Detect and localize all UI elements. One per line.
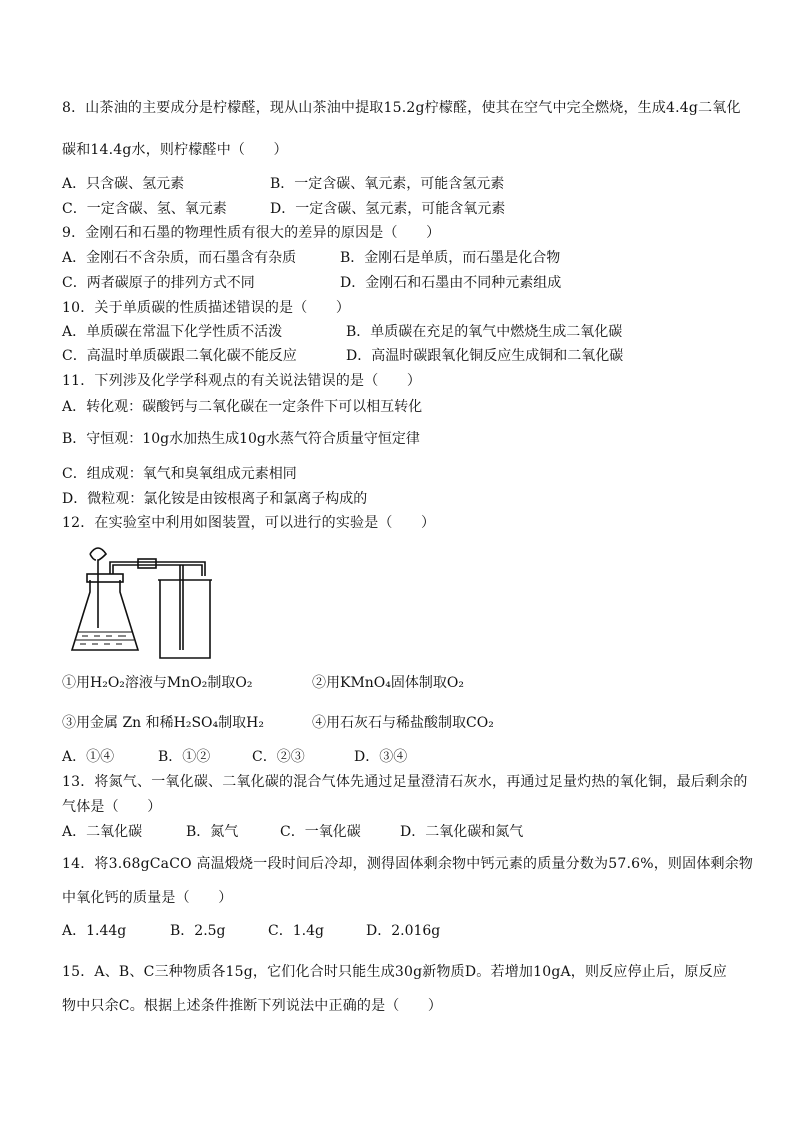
q13-option-b: B．氮气	[186, 824, 239, 840]
q10-option-c: C．高温时单质碳跟二氧化碳不能反应	[62, 348, 297, 364]
q12-option-a: A．①④	[62, 749, 115, 765]
q13-stem-line2: 气体是（ ）	[62, 799, 162, 815]
q15-stem-line2: 物中只余C。根据上述条件推断下列说法中正确的是（ ）	[62, 998, 443, 1014]
q12-statement-1: ①用H₂O₂溶液与MnO₂制取O₂	[62, 675, 253, 691]
q12-option-b: B．①②	[158, 749, 211, 765]
q9-option-d: D．金刚石和石墨由不同种元素组成	[340, 275, 562, 291]
q12-statement-4: ④用石灰石与稀盐酸制取CO₂	[312, 715, 494, 731]
q9-stem: 9．金刚石和石墨的物理性质有很大的差异的原因是（ ）	[62, 225, 441, 241]
q12-statement-3: ③用金属 Zn 和稀H₂SO₄制取H₂	[62, 715, 264, 731]
q9-option-a: A．金刚石不含杂质，而石墨含有杂质	[62, 250, 297, 266]
q11-option-d: D．微粒观：氯化铵是由铵根离子和氯离子构成的	[62, 491, 368, 507]
q14-option-a: A．1.44g	[62, 923, 127, 939]
q8-option-d: D．一定含碳、氢元素，可能含氧元素	[270, 201, 506, 217]
q15-stem-line1: 15．A、B、C三种物质各15g，它们化合时只能生成30g新物质D。若增加10gA，则反应停止后，原反应	[62, 964, 727, 980]
q12-option-d: D．③④	[354, 749, 408, 765]
q11-option-a: A．转化观：碳酸钙与二氧化碳在一定条件下可以相互转化	[62, 399, 423, 415]
q9-option-c: C．两者碳原子的排列方式不同	[62, 275, 255, 291]
q8-stem-line2: 碳和14.4g水，则柠檬醛中（ ）	[62, 142, 288, 158]
q10-option-a: A．单质碳在常温下化学性质不活泼	[62, 324, 283, 340]
q14-option-d: D．2.016g	[366, 923, 441, 939]
q14-option-c: C．1.4g	[268, 923, 324, 939]
q8-option-a: A．只含碳、氢元素	[62, 176, 185, 192]
q11-option-c: C．组成观：氧气和臭氧组成元素相同	[62, 466, 297, 482]
q14-option-b: B．2.5g	[170, 923, 226, 939]
q13-option-c: C．一氧化碳	[280, 824, 361, 840]
q13-option-d: D．二氧化碳和氮气	[400, 824, 524, 840]
flask-apparatus-diagram	[60, 540, 220, 670]
q12-stem: 12．在实验室中利用如图装置，可以进行的实验是（ ）	[62, 515, 436, 531]
q8-stem-line1: 8．山茶油的主要成分是柠檬醛，现从山茶油中提取15.2g柠檬醛，使其在空气中完全燃烧，生成4.4g二氧化	[62, 100, 741, 116]
q10-stem: 10．关于单质碳的性质描述错误的是（ ）	[62, 300, 351, 316]
q13-option-a: A．二氧化碳	[62, 824, 143, 840]
q9-option-b: B．金刚石是单质，而石墨是化合物	[340, 250, 561, 266]
q14-stem-line2: 中氧化钙的质量是（ ）	[62, 890, 233, 906]
q11-option-b: B．守恒观：10g水加热生成10g水蒸气符合质量守恒定律	[62, 431, 420, 447]
q12-option-c: C．②③	[252, 749, 305, 765]
q11-stem: 11．下列涉及化学学科观点的有关说法错误的是（ ）	[62, 373, 422, 389]
q12-statement-2: ②用KMnO₄固体制取O₂	[312, 675, 464, 691]
q10-option-d: D．高温时碳跟氧化铜反应生成铜和二氧化碳	[346, 348, 624, 364]
q10-option-b: B．单质碳在充足的氧气中燃烧生成二氧化碳	[346, 324, 623, 340]
q8-option-c: C．一定含碳、氢、氧元素	[62, 201, 227, 217]
q8-option-b: B．一定含碳、氧元素，可能含氢元素	[270, 176, 505, 192]
q14-stem-line1: 14．将3.68gCaCO 高温煅烧一段时间后冷却，测得固体剩余物中钙元素的质量分数为57.6%，则固体剩余物	[62, 856, 754, 872]
q13-stem-line1: 13．将氮气、一氧化碳、二氧化碳的混合气体先通过足量澄清石灰水，再通过足量灼热的氧化铜，最后剩余的	[62, 774, 748, 790]
